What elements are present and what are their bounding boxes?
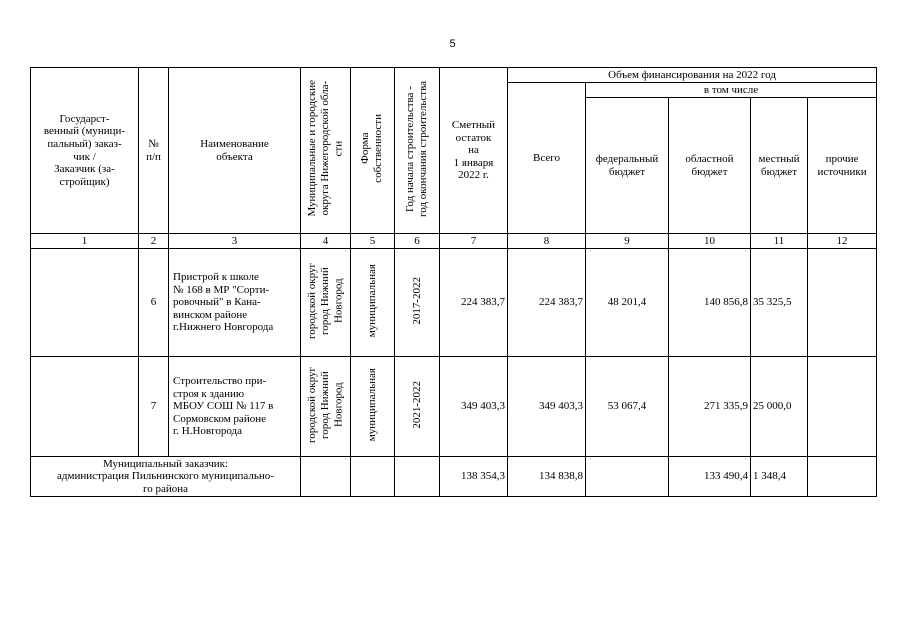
- row-object-name: Строительство при- строя к зданию МБОУ СОШ № 117 в Сормовском районе г. Н.Новгорода: [169, 357, 301, 457]
- summary-balance: 138 354,3: [440, 457, 508, 497]
- header-including: в том числе: [586, 83, 877, 98]
- row-federal: 48 201,4: [586, 249, 669, 357]
- row-regional: 271 335,9: [669, 357, 751, 457]
- summary-row: [31, 457, 877, 497]
- header-federal: федеральный бюджет: [586, 98, 669, 234]
- row-other: [808, 357, 877, 457]
- col-number: 12: [808, 234, 877, 249]
- col-number: 8: [508, 234, 586, 249]
- table-row: [31, 357, 877, 457]
- header-municipal-district: Муниципальные и городские округа Нижегородской обла- сти: [301, 68, 351, 234]
- header-funding: Объем финансирования на 2022 год: [508, 68, 877, 83]
- col-number: 10: [669, 234, 751, 249]
- col-number: 7: [440, 234, 508, 249]
- row-years: 2021-2022: [395, 357, 440, 457]
- summary-federal: [586, 457, 669, 497]
- row-customer: [31, 249, 139, 357]
- row-municipal-district: городской округ город Нижний Новгород: [301, 357, 351, 457]
- header-total: Всего: [508, 83, 586, 234]
- row-num: 7: [139, 357, 169, 457]
- financing-table: [30, 67, 877, 497]
- summary-municipal-district: [301, 457, 351, 497]
- row-total: 349 403,3: [508, 357, 586, 457]
- header-local: местный бюджет: [751, 98, 808, 234]
- summary-customer: Муниципальный заказчик: администрация Пильнинского муниципально- го района: [31, 457, 301, 497]
- row-local: 35 325,5: [751, 249, 808, 357]
- col-number: 4: [301, 234, 351, 249]
- row-years: 2017-2022: [395, 249, 440, 357]
- col-number: 6: [395, 234, 440, 249]
- summary-total: 134 838,8: [508, 457, 586, 497]
- col-number: 2: [139, 234, 169, 249]
- summary-local: 1 348,4: [751, 457, 808, 497]
- col-number: 5: [351, 234, 395, 249]
- col-number: 3: [169, 234, 301, 249]
- row-local: 25 000,0: [751, 357, 808, 457]
- summary-other: [808, 457, 877, 497]
- row-object-name: Пристрой к школе № 168 в МР "Сорти- ровочный" в Кана- винском районе г.Нижнего Новгорода: [169, 249, 301, 357]
- table-row: [31, 249, 877, 357]
- col-number: 11: [751, 234, 808, 249]
- header-other: прочие источники: [808, 98, 877, 234]
- header-object-name: Наименование объекта: [169, 68, 301, 234]
- row-balance: 224 383,7: [440, 249, 508, 357]
- row-balance: 349 403,3: [440, 357, 508, 457]
- col-number: 1: [31, 234, 139, 249]
- row-customer: [31, 357, 139, 457]
- header-num: № п/п: [139, 68, 169, 234]
- header-ownership: Форма собственности: [351, 68, 395, 234]
- summary-ownership: [351, 457, 395, 497]
- row-ownership: муниципальная: [351, 357, 395, 457]
- row-municipal-district: городской округ город Нижний Новгород: [301, 249, 351, 357]
- summary-regional: 133 490,4: [669, 457, 751, 497]
- row-total: 224 383,7: [508, 249, 586, 357]
- row-num: 6: [139, 249, 169, 357]
- row-other: [808, 249, 877, 357]
- header-balance: Сметный остаток на 1 января 2022 г.: [440, 68, 508, 234]
- col-number: 9: [586, 234, 669, 249]
- summary-years: [395, 457, 440, 497]
- header-customer: Государст- венный (муници- пальный) заказ- чик / Заказчик (за- стройщик): [31, 68, 139, 234]
- row-regional: 140 856,8: [669, 249, 751, 357]
- column-numbers-row: [31, 234, 877, 249]
- header-regional: областной бюджет: [669, 98, 751, 234]
- row-ownership: муниципальная: [351, 249, 395, 357]
- page-number: 5: [449, 38, 456, 50]
- header-years: Год начала строительства - год окончания строительства: [395, 68, 440, 234]
- row-federal: 53 067,4: [586, 357, 669, 457]
